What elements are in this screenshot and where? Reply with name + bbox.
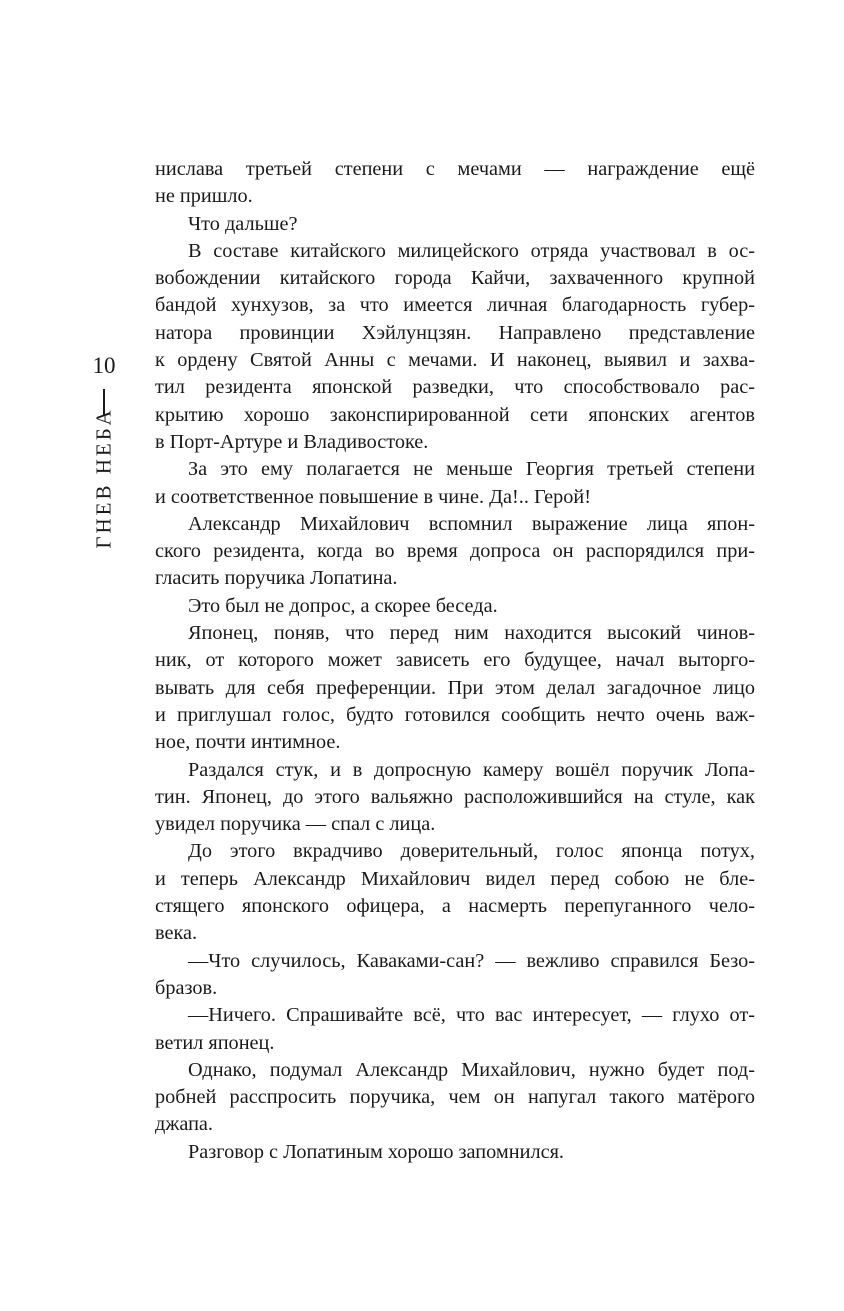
text-line: Однако, подумал Александр Михайлович, нужно будет под- xyxy=(188,1058,755,1081)
text-line: —Что случилось, Каваками-сан? — вежливо справился Безо- xyxy=(188,949,755,972)
text-line: увидел поручика — спал с лица. xyxy=(155,813,436,836)
text-line: За это ему полагается не меньше Георгия третьей степени xyxy=(188,458,755,481)
text-line: тил резидента японской разведки, что способствовало рас- xyxy=(155,376,755,399)
text-line: и теперь Александр Михайлович видел перед собою не бле- xyxy=(155,867,755,890)
text-line: не пришло. xyxy=(155,185,253,208)
text-line: В составе китайского милицейского отряда участвовал в ос- xyxy=(188,239,755,262)
text-line: ветил японец. xyxy=(155,1031,275,1054)
running-head: ГНЕВ НЕБА xyxy=(91,407,116,549)
text-line: бандой хунхузов, за что имеется личная благодарность губер- xyxy=(155,294,755,317)
text-line: Это был не допрос, а скорее беседа. xyxy=(188,594,498,617)
text-line: ное, почти интимное. xyxy=(155,731,341,754)
text-line: стящего японского офицера, а насмерть перепуганного чело- xyxy=(155,895,755,918)
text-line: До этого вкрадчиво доверительный, голос японца потух, xyxy=(188,840,755,863)
text-line: ского резидента, когда во время допроса он распорядился при- xyxy=(155,540,755,563)
text-line: и соответственное повышение в чине. Да!.. Герой! xyxy=(155,485,592,508)
text-line: Разговор с Лопатиным хорошо запомнился. xyxy=(188,1140,564,1163)
text-line: натора провинции Хэйлунцзян. Направлено представление xyxy=(155,321,755,344)
text-line: Александр Михайлович вспомнил выражение лица япон- xyxy=(188,512,755,535)
text-line: ник, от которого может зависеть его будущее, начал выторго- xyxy=(155,649,755,672)
text-line: нислава третьей степени с мечами — награждение ещё xyxy=(155,158,755,180)
text-line: Раздался стук, и в допросную камеру вошёл поручик Лопа- xyxy=(188,758,755,781)
text-line: вобождении китайского города Кайчи, захваченного крупной xyxy=(155,267,755,290)
text-line: к ордену Святой Анны с мечами. И наконец, выявил и захва- xyxy=(155,349,755,372)
text-line: —Ничего. Спрашивайте всё, что вас интересует, — глухо от- xyxy=(188,1004,755,1027)
text-line: джапа. xyxy=(155,1113,213,1136)
body-text xyxy=(155,156,755,1166)
text-line: тин. Японец, до этого вальяжно расположившийся на стуле, как xyxy=(155,785,755,808)
text-line: и приглушал голос, будто готовился сообщить нечто очень важ- xyxy=(155,703,755,726)
text-line: крытию хорошо законспирированной сети японских агентов xyxy=(155,403,755,426)
text-line: гласить поручика Лопатина. xyxy=(155,567,398,590)
text-line: Что дальше? xyxy=(188,212,298,235)
text-line: Японец, поняв, что перед ним находится высокий чинов- xyxy=(188,622,755,645)
text-line: века. xyxy=(155,922,198,945)
text-line: робней расспросить поручика, чем он напугал такого матёрого xyxy=(155,1086,755,1109)
text-line: в Порт-Артуре и Владивостоке. xyxy=(155,430,429,453)
page-number: 10 xyxy=(92,353,116,378)
text-line: вывать для себя преференции. При этом делал загадочное лицо xyxy=(155,676,755,699)
text-line: бразов. xyxy=(155,976,218,999)
